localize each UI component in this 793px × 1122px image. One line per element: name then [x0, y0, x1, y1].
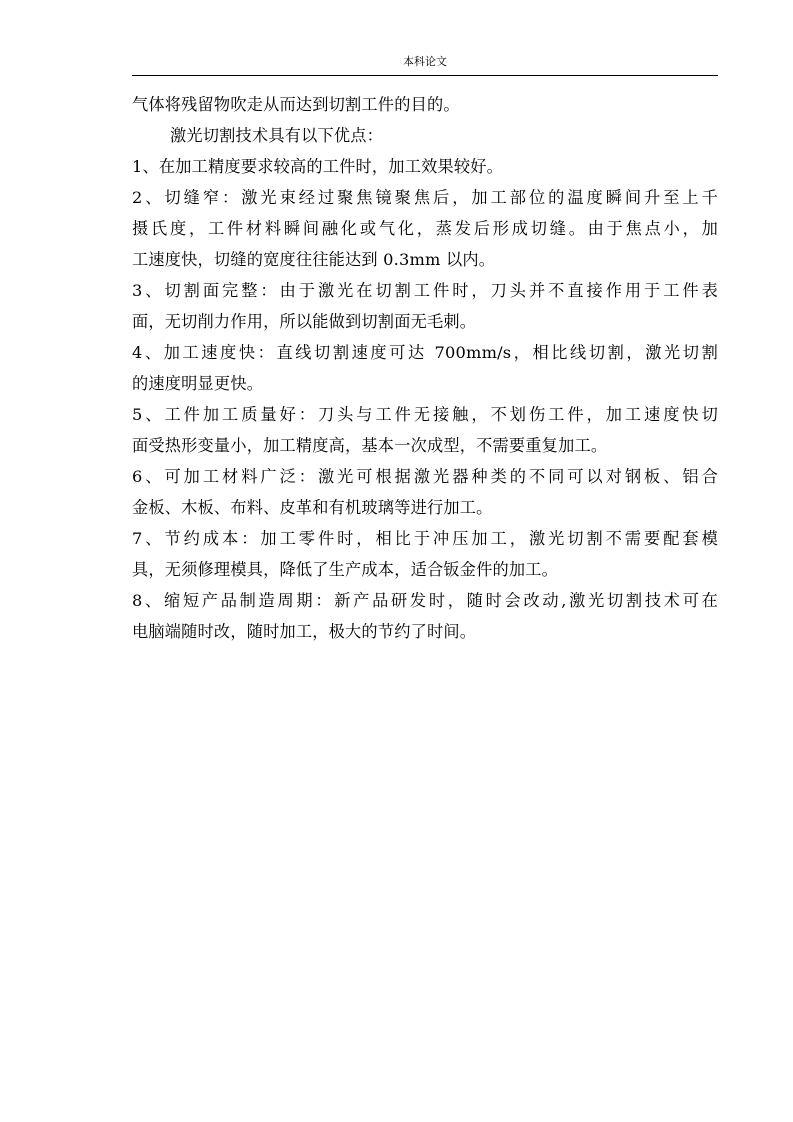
list-item-4-line: 4、加工速度快：直线切割速度可达 700mm/s，相比线切割，激光切割 [132, 343, 718, 362]
list-item-2-line: 工速度快，切缝的宽度往往能达到 0.3mm 以内。 [132, 250, 496, 269]
list-item-8-line: 8、缩短产品制造周期：新产品研发时，随时会改动,激光切割技术可在 [132, 591, 718, 610]
list-item-6-line: 金板、木板、布料、皮革和有机玻璃等进行加工。 [132, 498, 493, 517]
list-item-7-line: 7、节约成本：加工零件时，相比于冲压加工，激光切割不需要配套模 [132, 529, 718, 548]
list-item-3-line: 3、切割面完整：由于激光在切割工件时，刀头并不直接作用于工件表 [132, 281, 718, 300]
list-item-5-line: 面受热形变量小，加工精度高，基本一次成型，不需要重复加工。 [132, 436, 608, 455]
header-title: 本科论文 [403, 55, 447, 68]
section-intro-line: 激光切割技术具有以下优点： [170, 126, 384, 145]
list-item-2-line: 摄氏度，工件材料瞬间融化或气化，蒸发后形成切缝。由于焦点小，加 [132, 219, 718, 238]
paragraph-line: 气体将残留物吹走从而达到切割工件的目的。 [132, 95, 460, 114]
page-header [132, 55, 718, 76]
list-item-3-line: 面，无切削力作用，所以能做到切割面无毛刺。 [132, 312, 477, 331]
list-item-5-line: 5、工件加工质量好：刀头与工件无接触，不划伤工件，加工速度快切 [132, 405, 718, 424]
list-item-7-line: 具，无须修理模具，降低了生产成本，适合钣金件的加工。 [132, 560, 559, 579]
list-item-4-line: 的速度明显更快。 [132, 374, 264, 393]
list-item-2-line: 2、切缝窄：激光束经过聚焦镜聚焦后，加工部位的温度瞬间升至上千 [132, 188, 718, 207]
list-item-1-line: 1、在加工精度要求较高的工件时，加工效果较好。 [132, 157, 504, 176]
list-item-6-line: 6、可加工材料广泛：激光可根据激光器种类的不同可以对钢板、铝合 [132, 467, 718, 486]
list-item-8-line: 电脑端随时改，随时加工，极大的节约了时间。 [132, 622, 477, 641]
document-body [132, 89, 718, 647]
